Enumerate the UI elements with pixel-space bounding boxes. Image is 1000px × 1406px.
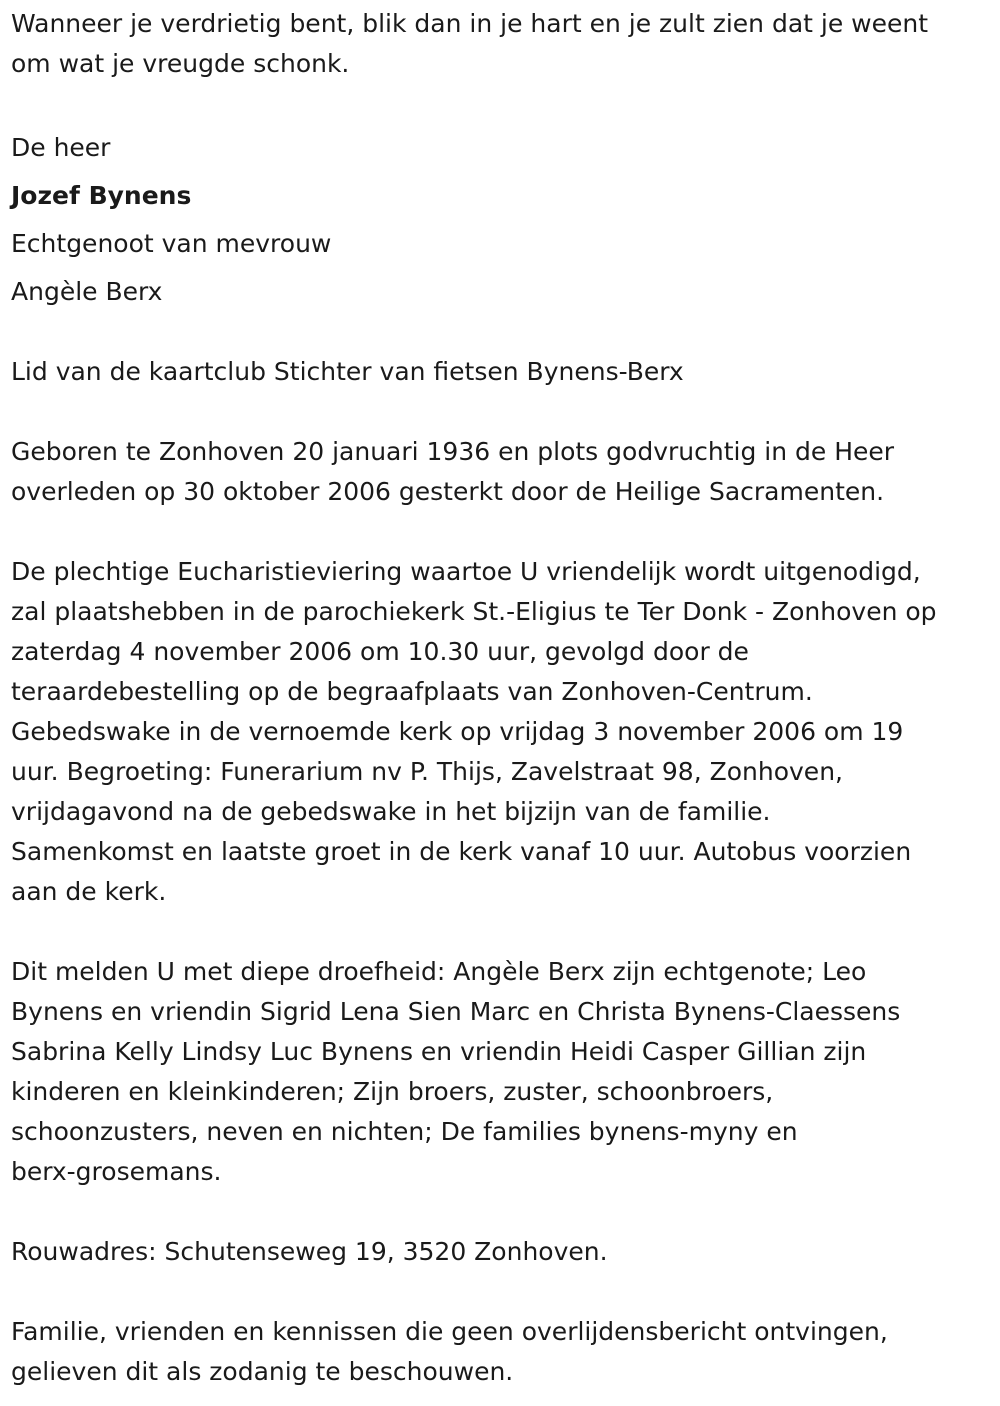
ceremony-line: De plechtige Eucharistieviering waartoe U vriendelijk wordt uitgenodigd,	[11, 557, 921, 586]
spacer	[11, 316, 990, 352]
quote-line-2: om wat je vreugde schonk.	[11, 49, 350, 78]
ceremony-line: aan de kerk.	[11, 877, 167, 906]
birth-death-line-2: overleden op 30 oktober 2006 gesterkt door de Heilige Sacramenten.	[11, 477, 885, 506]
membership-line: Lid van de kaartclub Stichter van fietsen Bynens-Berx	[11, 357, 684, 386]
closing-line-2: gelieven dit als zodanig te beschouwen.	[11, 1357, 514, 1386]
deceased-name: Jozef Bynens	[11, 181, 192, 210]
family-line: schoonzusters, neven en nichten; De families bynens-myny en	[11, 1117, 798, 1146]
spouse-label: Echtgenoot van mevrouw	[11, 229, 332, 258]
ceremony-line: zal plaatshebben in de parochiekerk St.-Eligius te Ter Donk - Zonhoven op	[11, 597, 937, 626]
ceremony-line: Samenkomst en laatste groet in de kerk vanaf 10 uur. Autobus voorzien	[11, 837, 912, 866]
quote-line-1: Wanneer je verdrietig bent, blik dan in je hart en je zult zien dat je weent	[11, 9, 929, 38]
ceremony-line: Gebedswake in de vernoemde kerk op vrijdag 3 november 2006 om 19	[11, 717, 904, 746]
spacer	[11, 512, 990, 552]
spacer	[11, 1272, 990, 1312]
ceremony-line: zaterdag 4 november 2006 om 10.30 uur, gevolgd door de	[11, 637, 749, 666]
family-line: Dit melden U met diepe droefheid: Angèle Berx zijn echtgenote; Leo	[11, 957, 867, 986]
spacer	[11, 912, 990, 952]
ceremony-line: uur. Begroeting: Funerarium nv P. Thijs, Zavelstraat 98, Zonhoven,	[11, 757, 843, 786]
ceremony-block	[11, 552, 990, 912]
closing-line-1: Familie, vrienden en kennissen die geen overlijdensbericht ontvingen,	[11, 1317, 888, 1346]
family-line: berx-grosemans.	[11, 1157, 222, 1186]
spacer	[11, 1192, 990, 1232]
closing-block	[11, 1312, 990, 1392]
mourning-address: Rouwadres: Schutenseweg 19, 3520 Zonhoven.	[11, 1237, 608, 1266]
birth-death-block	[11, 432, 990, 512]
family-line: Sabrina Kelly Lindsy Luc Bynens en vriendin Heidi Casper Gillian zijn	[11, 1037, 867, 1066]
spacer	[11, 392, 990, 432]
spacer	[11, 84, 990, 124]
family-line: Bynens en vriendin Sigrid Lena Sien Marc en Christa Bynens-Claessens	[11, 997, 901, 1026]
deceased-block	[11, 124, 990, 316]
family-line: kinderen en kleinkinderen; Zijn broers, zuster, schoonbroers,	[11, 1077, 774, 1106]
spouse-name: Angèle Berx	[11, 277, 163, 306]
ceremony-line: vrijdagavond na de gebedswake in het bijzijn van de familie.	[11, 797, 771, 826]
birth-death-line-1: Geboren te Zonhoven 20 januari 1936 en plots godvruchtig in de Heer	[11, 437, 895, 466]
opening-quote	[11, 4, 990, 84]
honorific: De heer	[11, 133, 111, 162]
ceremony-line: teraardebestelling op de begraafplaats van Zonhoven-Centrum.	[11, 677, 813, 706]
family-block	[11, 952, 990, 1192]
